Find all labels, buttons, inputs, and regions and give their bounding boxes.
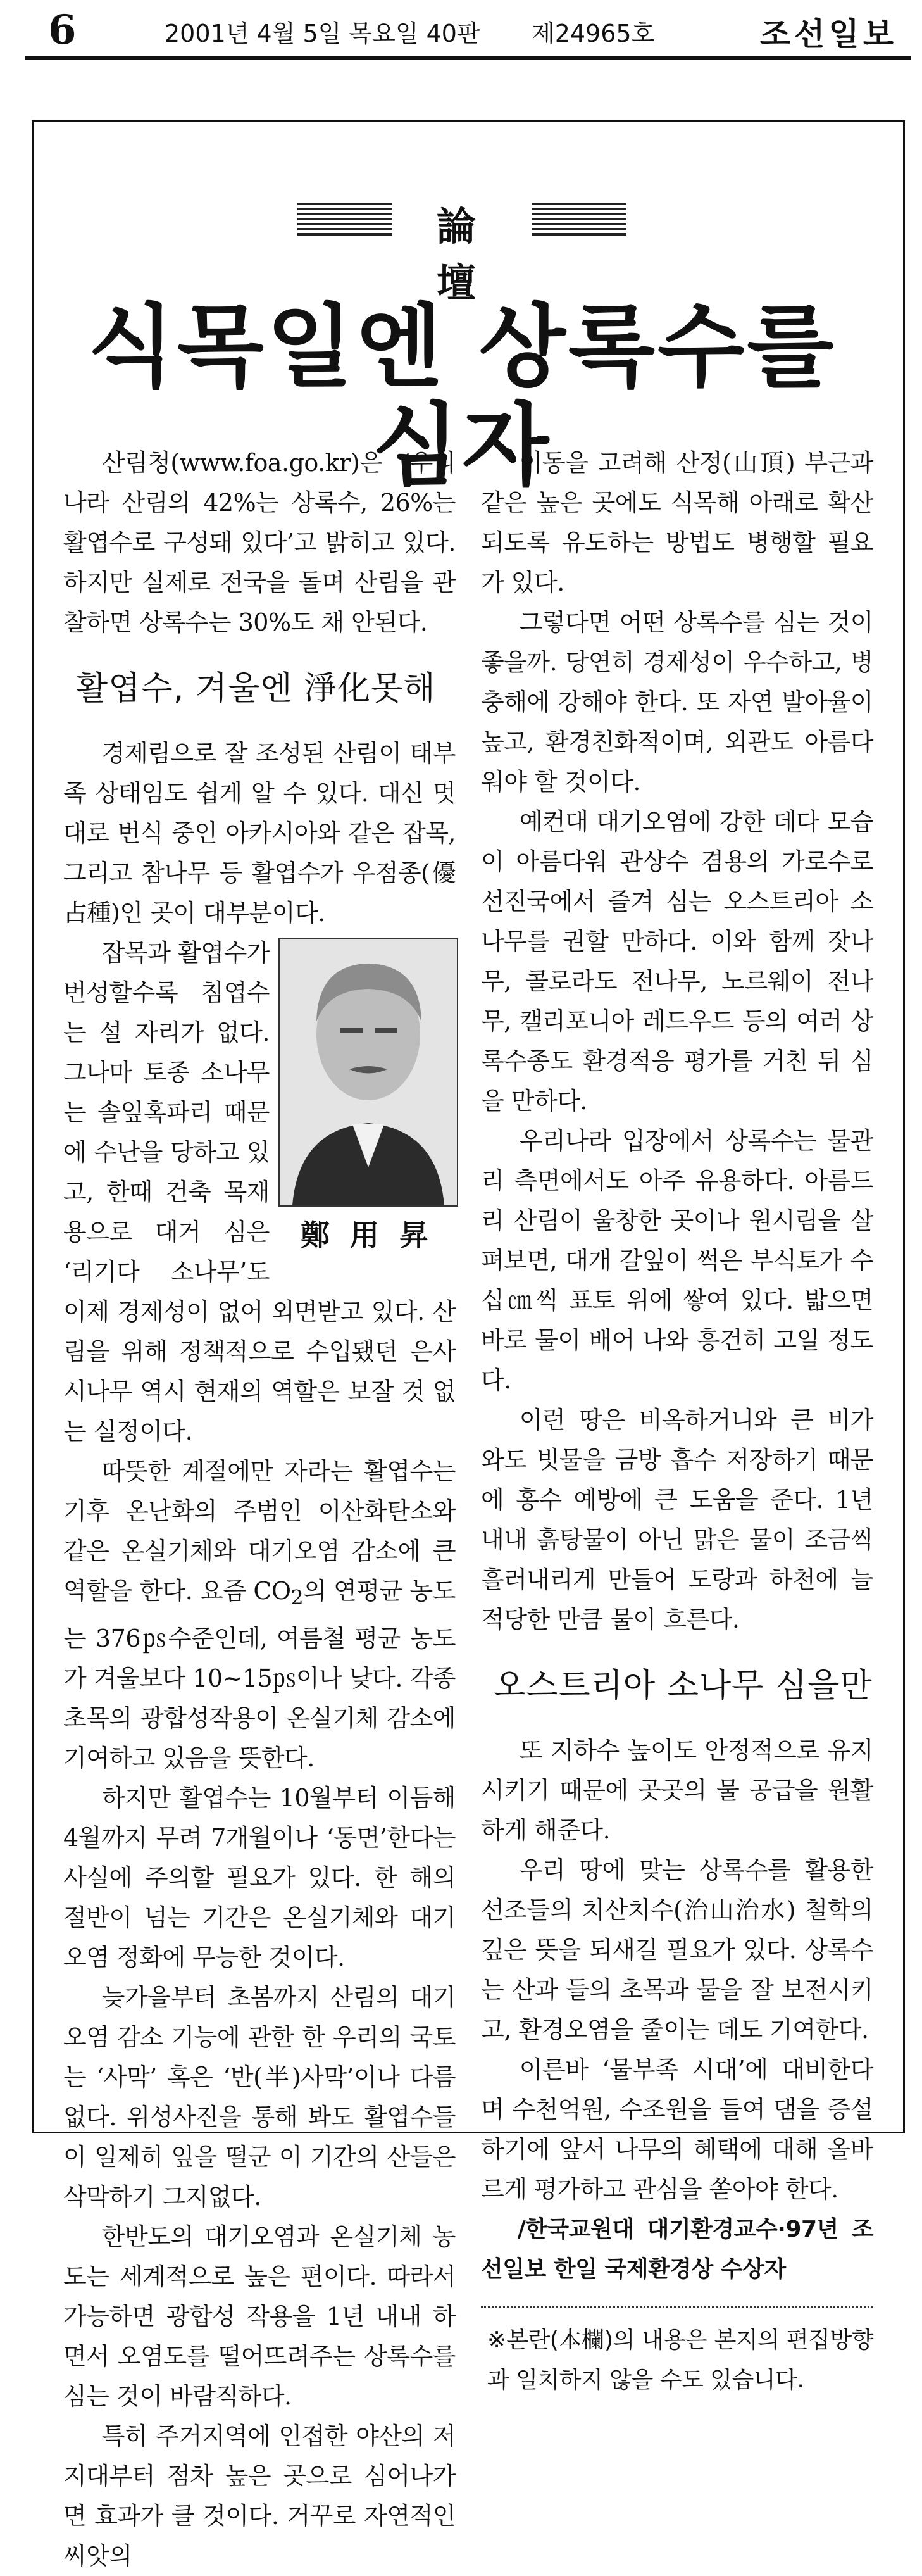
portrait-illustration <box>280 939 457 1205</box>
dotted-divider <box>481 2306 873 2308</box>
author-photo-block <box>278 938 456 1255</box>
author-credit: /한국교원대 대기환경교수·97년 조선일보 한일 국제환경상 수상자 <box>481 2216 873 2282</box>
section-label <box>297 190 626 306</box>
header-rule <box>25 56 911 60</box>
paragraph: 잡목과 활엽수가 번성할수록 침엽수는 설 자리가 없다. 그나마 토종 소나무는 솔잎혹파리 때문에 수난을 당하고 있고, 한때 건축 목재용으로 대거 심은 ‘리기다 소나무’도 이제 경제성이 없어 외면받고 있다. 산림을 위해 정책적으로 수입됐던 은사시나무 역시 현재의 역할은 보잘 것 없는 실정이다. <box>63 939 456 1445</box>
paragraph: 하지만 활엽수는 10월부터 이듬해 4월까지 무려 7개월이나 ‘동면’한다는 사실에 주의할 필요가 있다. 한 해의 절반이 넘는 기간은 온실기체와 대기오염 정화에 무능한 것이다. <box>63 1783 456 1971</box>
paragraph: 이동을 고려해 산정(山頂) 부근과 같은 높은 곳에도 식목해 아래로 확산되도록 유도하는 방법도 병행할 필요가 있다. <box>481 449 873 596</box>
subheading: 활엽수, 겨울엔 淨化못해 <box>76 670 436 708</box>
paragraph: 이런 땅은 비옥하거니와 큰 비가 와도 빗물을 금방 흡수 저장하기 때문에 홍수 예방에 큰 도움을 준다. 1년 내내 흙탕물이 아닌 맑은 물이 조금씩 흘러내리게 만들어 도랑과 하천에 늘 적당한 만큼 물이 흐른다. <box>481 1406 873 1633</box>
paragraph: 그렇다면 어떤 상록수를 심는 것이 좋을까. 당연히 경제성이 우수하고, 병충해에 강해야 한다. 또 자연 발아율이 높고, 환경친화적이며, 외관도 아름다워야 할 것이다. <box>481 608 873 796</box>
disclaimer: ※본란(本欄)의 내용은 본지의 편집방향과 일치하지 않을 수도 있습니다. <box>487 2327 873 2393</box>
section-label-text: 論 壇 <box>436 203 487 306</box>
masthead <box>25 0 911 57</box>
newspaper-name: 조선일보 <box>759 15 897 53</box>
page-number: 6 <box>48 6 77 54</box>
paragraph: 우리 땅에 맞는 상록수를 활용한 선조들의 치산치수(治山治水) 철학의 깊은 뜻을 되새길 필요가 있다. 상록수는 산과 들의 초목과 물을 잘 보전시키고, 환경오염을 줄이는 데도 기여한다. <box>481 1856 873 2044</box>
paragraph: 예컨대 대기오염에 강한 데다 모습이 아름다워 관상수 겸용의 가로수로 선진국에서 즐겨 심는 오스트리아 소나무를 권할 만하다. 이와 함께 잣나무, 콜로라도 전나무, 노르웨이 전나무, 캘리포니아 레드우드 등의 여러 상록수종도 환경적응 평가를 거친 뒤 심을 만하다. <box>481 808 873 1115</box>
paragraph: 한반도의 대기오염과 온실기체 농도는 세계적으로 높은 편이다. 따라서 가능하면 광합성 작용을 1년 내내 하면서 오염도를 떨어뜨려주는 상록수를 심는 것이 바람직하다. <box>63 2222 456 2410</box>
author-name: 鄭 用 昇 <box>300 1218 434 1252</box>
paragraph: 또 지하수 높이도 안정적으로 유지시키기 때문에 곳곳의 물 공급을 원활하게 해준다. <box>481 1737 873 1844</box>
paragraph: 우리나라 입장에서 상록수는 물관리 측면에서도 아주 유용하다. 아름드리 산림이 울창한 곳이나 원시림을 살펴보면, 대개 갈잎이 썩은 부식토가 수십㎝씩 표토 위에 쌓여 있다. 밟으면 바로 물이 배어 나와 흥건히 고일 정도다. <box>481 1127 873 1394</box>
issue-number: 제24965호 <box>532 20 655 47</box>
left-column <box>63 443 456 2576</box>
paragraph: 이른바 ‘물부족 시대’에 대비한다며 수천억원, 수조원을 들여 댐을 증설하기에 앞서 나무의 혜택에 대해 올바르게 평가하고 관심을 쏟아야 한다. <box>481 2056 873 2203</box>
paragraph: 특히 주거지역에 인접한 야산의 저지대부터 점차 높은 곳으로 심어나가면 효과가 클 것이다. 거꾸로 자연적인 씨앗의 <box>63 2422 456 2570</box>
paragraph: 경제림으로 잘 조성된 산림이 태부족 상태임도 쉽게 알 수 있다. 대신 멋대로 번식 중인 아카시아와 같은 잡목, 그리고 참나무 등 활엽수가 우점종(優占種)인 곳이 대부분이다. <box>63 739 456 927</box>
paragraph: 산림청(www.foa.go.kr)은 ‘우리나라 산림의 42%는 상록수, 26%는 활엽수로 구성돼 있다’고 밝히고 있다. 하지만 실제로 전국을 돌며 산림을 관찰하면 상록수는 30%도 채 안된다. <box>63 449 456 636</box>
publication-date: 2001년 4월 5일 목요일 40판 <box>165 20 480 47</box>
subscript: 2 <box>290 1586 304 1610</box>
hatch-decoration-right <box>532 203 626 236</box>
headline: 식목일엔 상록수를 심자 <box>87 294 837 499</box>
paragraph-text: 의 연평균 농도는 376㎰수준인데, 여름철 평균 농도가 겨울보다 10~15㎰이나 낮다. 각종 초목의 광합성작용이 온실기체 감소에 기여하고 있음을 뜻한다. <box>63 1577 456 1772</box>
hatch-decoration-left <box>297 203 392 236</box>
paragraph: 늦가을부터 초봄까지 산림의 대기오염 감소 기능에 관한 한 우리의 국토는 ‘사막’ 혹은 ‘반(半)사막’이나 다름없다. 위성사진을 통해 봐도 활엽수들이 일제히 잎을 떨군 이 기간의 산들은 삭막하기 그지없다. <box>63 1983 456 2211</box>
paragraph <box>63 1452 456 1778</box>
subheading: 오스트리아 소나무 심을만 <box>494 1667 873 1705</box>
right-column <box>481 443 873 2400</box>
paragraph-text: 따뜻한 계절에만 자라는 활엽수는 기후 온난화의 주범인 이산화탄소와 같은 온실기체와 대기오염 감소에 큰 역할을 한다. 요즘 CO <box>63 1457 456 1605</box>
author-photo <box>278 938 458 1207</box>
